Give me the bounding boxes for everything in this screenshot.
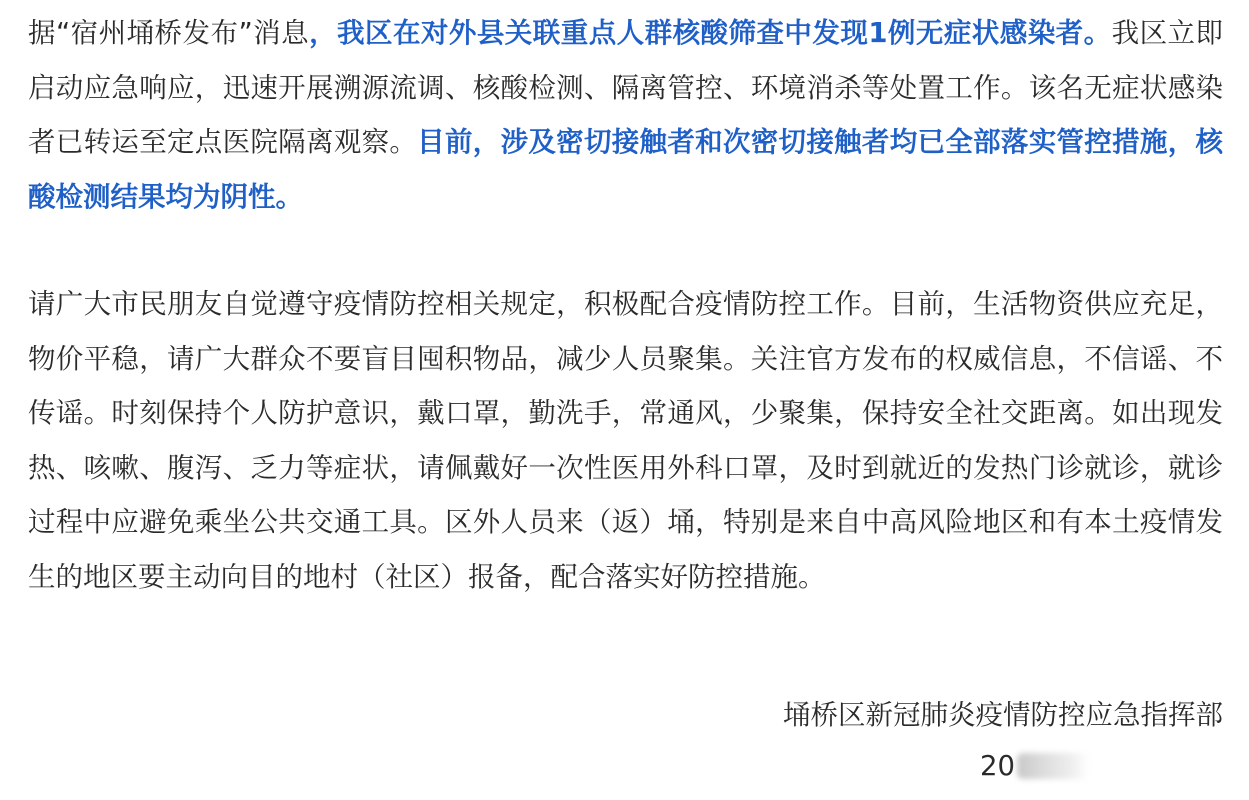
signature: 埇桥区新冠肺炎疫情防控应急指挥部 [783,699,1223,731]
date-line [980,742,1089,790]
paragraph-1-lead: 据“宿州埇桥发布”消息 [28,17,310,49]
paragraph-2: 请广大市民朋友自觉遵守疫情防控相关规定，积极配合疫情防控工作。目前，生活物资供应充足，物价平稳，请广大群众不要盲目囤积物品，减少人员聚集。关注官方发布的权威信息，不信谣、不传谣。时刻保持个人防护意识，戴口罩，勤洗手，常通风，少聚集，保持安全社交距离。如出现发热、咳嗽、腹泻、乏力等症状，请佩戴好一次性医用外科口罩，及时到就近的发热门诊就诊，就诊过程中应避免乘坐公共交通工具。区外人员来（返）埇，特别是来自中高风险地区和有本土疫情发生的地区要主动向目的地村（社区）报备，配合落实好防控措施。 [28,288,1223,593]
paragraph-1-highlight-1: ，我区在对外县关联重点人群核酸筛查中发现1例无症状感染者。 [309,17,1112,49]
date-blurred-region [1017,753,1089,779]
paragraph-1 [28,6,1223,224]
paragraph-1-middle: 我区立即启动应急响应，迅速开展溯源流调、核酸检测、隔离管控、环境消杀等处置工作。该名无症状感染者已转运至定点医院隔离观察。 [28,17,1223,158]
paragraph-1-highlight-2: 目前，涉及密切接触者和次密切接触者均已全部落实管控措施，核酸检测结果均为阴性。 [28,126,1224,213]
date-visible-text: 20 [980,750,1015,782]
